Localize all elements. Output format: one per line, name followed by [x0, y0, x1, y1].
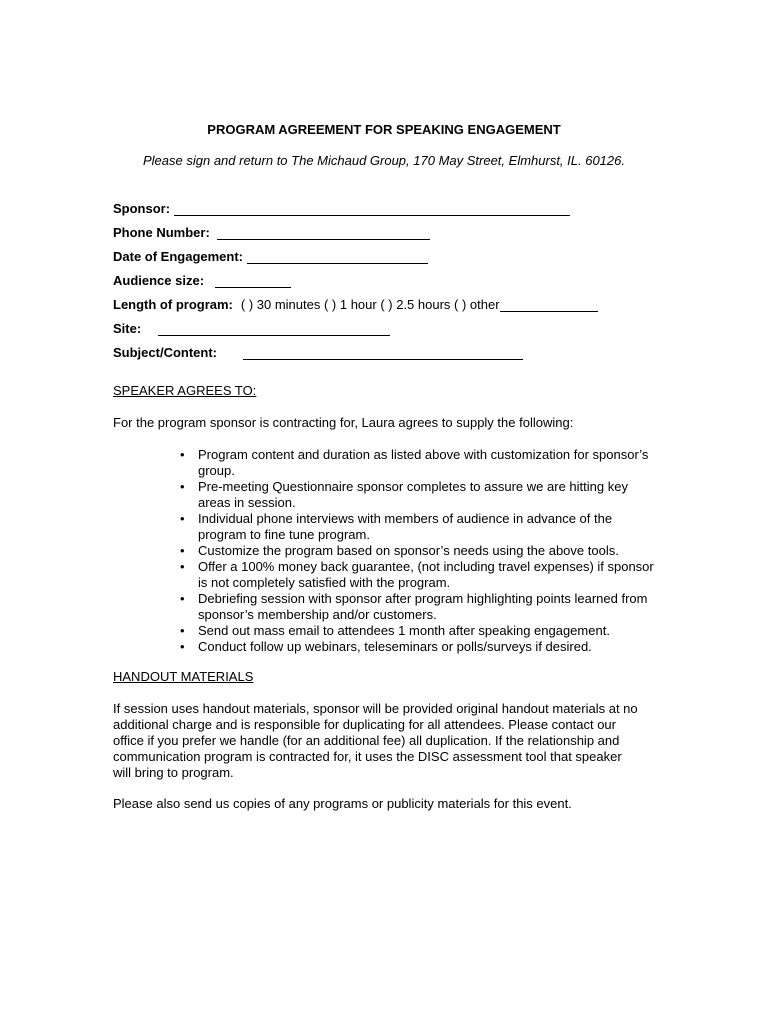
site-blank[interactable] [158, 321, 390, 336]
subject-label: Subject/Content: [113, 345, 217, 360]
sponsor-blank[interactable] [174, 201, 570, 216]
list-item: • Pre-meeting Questionnaire sponsor completes to assure we are hitting key areas in session. [198, 479, 658, 511]
audience-blank[interactable] [215, 273, 291, 288]
handout-materials-heading: HANDOUT MATERIALS [113, 669, 254, 684]
speaker-obligations-list [180, 447, 658, 655]
list-item: • Program content and duration as listed above with customization for sponsor’s group. [198, 447, 658, 479]
list-item: • Debriefing session with sponsor after program highlighting points learned from sponsor’s membership and/or customers. [198, 591, 658, 623]
phone-blank[interactable] [217, 225, 430, 240]
length-options: ( ) 30 minutes ( ) 1 hour ( ) 2.5 hours ( ) other [240, 297, 500, 312]
closing-paragraph: Please also send us copies of any programs or publicity materials for this event. [113, 796, 572, 811]
site-label: Site: [113, 321, 142, 336]
phone-label: Phone Number: [113, 225, 210, 240]
speaker-agrees-heading: SPEAKER AGREES TO: [113, 383, 257, 398]
length-field [113, 297, 713, 321]
return-instructions: Please sign and return to The Michaud Group, 170 May Street, Elmhurst, IL. 60126. [143, 153, 625, 168]
length-other-blank[interactable] [500, 297, 598, 312]
phone-field [113, 225, 713, 249]
list-item: • Individual phone interviews with members of audience in advance of the program to fine tune program. [198, 511, 658, 543]
list-item: • Offer a 100% money back guarantee, (not including travel expenses) if sponsor is not completely satisfied with the program. [198, 559, 658, 591]
date-field [113, 249, 713, 273]
date-blank[interactable] [247, 249, 428, 264]
list-item: • Send out mass email to attendees 1 month after speaking engagement. [198, 623, 658, 639]
audience-label: Audience size: [113, 273, 205, 288]
audience-field [113, 273, 713, 297]
list-item: • Conduct follow up webinars, teleseminars or polls/surveys if desired. [198, 639, 658, 655]
document-title: PROGRAM AGREEMENT FOR SPEAKING ENGAGEMENT [207, 122, 561, 137]
list-item: • Customize the program based on sponsor’s needs using the above tools. [198, 543, 658, 559]
speaker-intro: For the program sponsor is contracting for, Laura agrees to supply the following: [113, 415, 574, 430]
length-label: Length of program: [113, 297, 233, 312]
handout-paragraph: If session uses handout materials, sponsor will be provided original handout materials at no additional charge and is responsible for duplicating for all attendees. Please contact our office if you prefer we handle (for an additional fee) all duplication. If the relationship and communication program is contracted for, it uses the DISC assessment tool that speaker will bring to program. [113, 701, 638, 780]
subject-blank[interactable] [243, 345, 523, 360]
site-field [113, 321, 713, 345]
sponsor-field [113, 201, 713, 225]
date-label: Date of Engagement: [113, 249, 244, 264]
subject-field [113, 345, 713, 369]
form-fields [113, 201, 713, 369]
sponsor-label: Sponsor: [113, 201, 171, 216]
